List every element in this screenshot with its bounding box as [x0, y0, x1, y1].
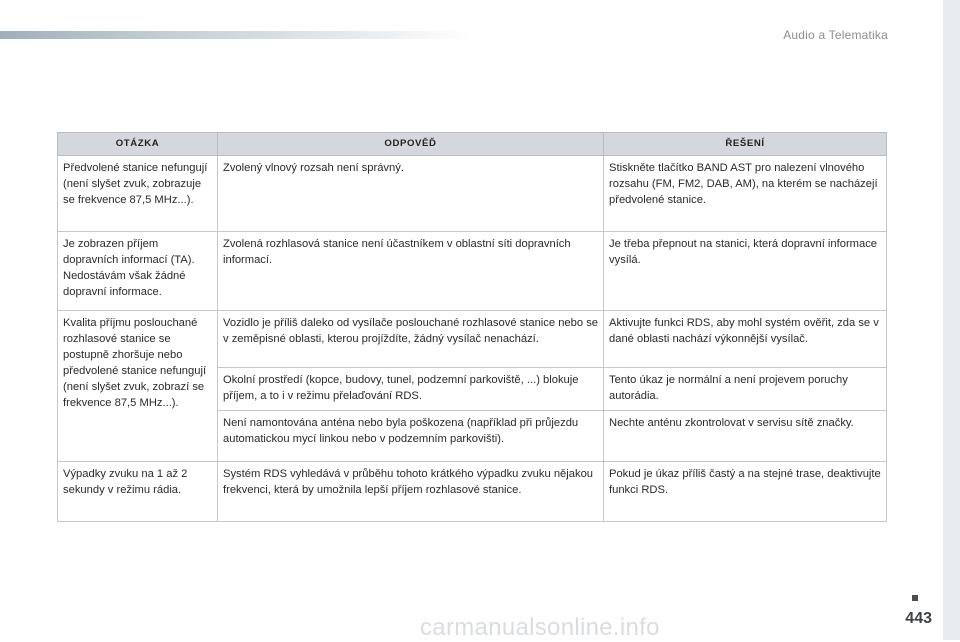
table-header-row [58, 133, 887, 156]
page-edge-strip [943, 0, 960, 640]
question-cell: Předvolené stanice nefungují (není slyšet zvuk, zobrazuje se frekvence 87,5 MHz...). [58, 156, 218, 232]
answer-cell: Není namontována anténa nebo byla poškozena (například při průjezdu automatickou mycí linkou nebo v podzemním parkovišti). [218, 411, 604, 462]
solution-cell: Nechte anténu zkontrolovat v servisu sítě značky. [604, 411, 887, 462]
section-title: Audio a Telematika [783, 28, 888, 42]
question-cell: Kvalita příjmu poslouchané rozhlasové stanice se postupně zhoršuje nebo předvolené stanice nefungují (není slyšet zvuk, zobrazí se frekvence 87,5 MHz...). [58, 311, 218, 462]
watermark: carmanualsonline.info [420, 614, 660, 641]
solution-cell: Aktivujte funkci RDS, aby mohl systém ověřit, zda se v dané oblasti nachází výkonnější vysílač. [604, 311, 887, 368]
column-header-question: OTÁZKA [58, 133, 218, 156]
table-row [58, 232, 887, 311]
solution-cell: Stiskněte tlačítko BAND AST pro nalezení vlnového rozsahu (FM, FM2, DAB, AM), na kterém se nacházejí předvolené stanice. [604, 156, 887, 232]
answer-cell: Zvolený vlnový rozsah není správný. [218, 156, 604, 232]
header-accent-bar [0, 31, 470, 39]
answer-cell: Okolní prostředí (kopce, budovy, tunel, podzemní parkoviště, ...) blokuje příjem, a to i v režimu přelaďování RDS. [218, 368, 604, 411]
solution-cell: Pokud je úkaz příliš častý a na stejné trase, deaktivujte funkci RDS. [604, 462, 887, 522]
answer-cell: Systém RDS vyhledává v průběhu tohoto krátkého výpadku zvuku nějakou frekvenci, která by umožnila lepší příjem rozhlasové stanice. [218, 462, 604, 522]
table-row [58, 311, 887, 368]
table-row [58, 156, 887, 232]
column-header-solution: ŘEŠENÍ [604, 133, 887, 156]
column-header-answer: ODPOVĚĎ [218, 133, 604, 156]
troubleshooting-table [57, 132, 887, 522]
solution-cell: Je třeba přepnout na stanici, která dopravní informace vysílá. [604, 232, 887, 311]
answer-cell: Zvolená rozhlasová stanice není účastníkem v oblastní síti dopravních informací. [218, 232, 604, 311]
solution-cell: Tento úkaz je normální a není projevem poruchy autorádia. [604, 368, 887, 411]
question-cell: Je zobrazen příjem dopravních informací (TA). Nedostávám však žádné dopravní informace. [58, 232, 218, 311]
table-row [58, 462, 887, 522]
page-number: 443 [905, 610, 932, 627]
question-cell: Výpadky zvuku na 1 až 2 sekundy v režimu rádia. [58, 462, 218, 522]
page-marker-square [912, 595, 918, 601]
answer-cell: Vozidlo je příliš daleko od vysílače poslouchané rozhlasové stanice nebo se v zeměpisné oblasti, kterou projíždíte, žádný vysílač nenachází. [218, 311, 604, 368]
